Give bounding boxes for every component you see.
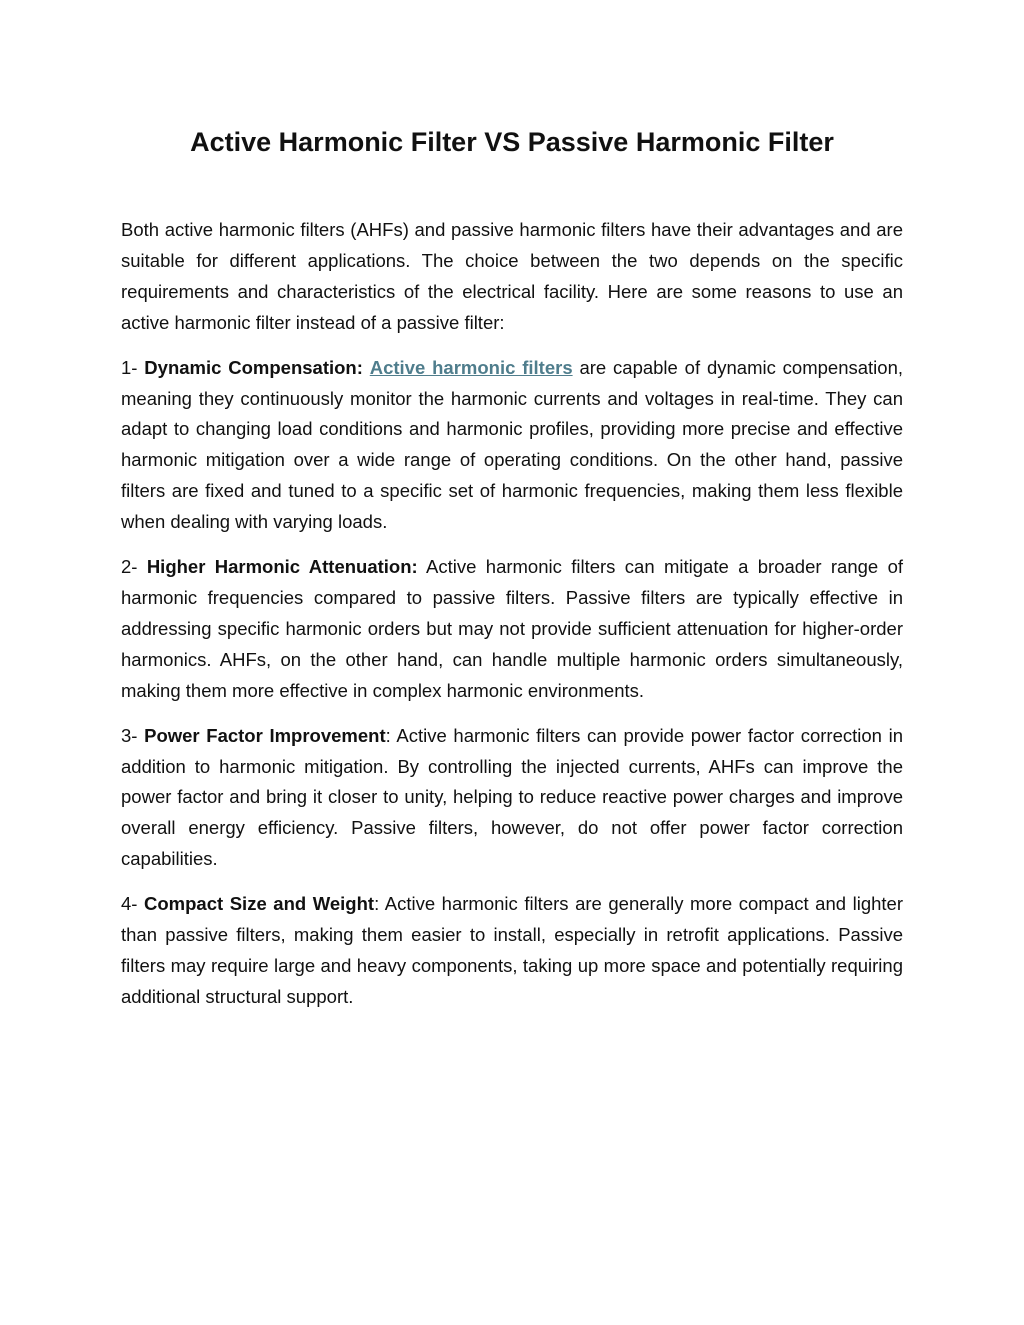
- point-text: : Active harmonic filters can provide power factor correction in addition to harmonic mitigation. By controlling the injected currents, AHFs can improve the power factor and bring it closer to unity, helping to reduce reactive power charges and improve overall energy efficiency. Passive filters, however, do not offer power factor correction capabilities.: [121, 724, 903, 870]
- document-body: [121, 215, 903, 1027]
- page-title: Active Harmonic Filter VS Passive Harmonic Filter: [190, 127, 834, 157]
- point-paragraph-1: [121, 353, 903, 538]
- point-text: are capable of dynamic compensation, meaning they continuously monitor the harmonic currents and voltages in real-time. They can adapt to changing load conditions and harmonic profiles, providing more precise and effective harmonic mitigation over a wide range of operating conditions. On the other hand, passive filters are fixed and tuned to a specific set of harmonic frequencies, making them less flexible when dealing with varying loads.: [121, 356, 903, 533]
- intro-paragraph: Both active harmonic filters (AHFs) and passive harmonic filters have their advantages and are suitable for different applications. The choice between the two depends on the specific requirements and characteristics of the electrical facility. Here are some reasons to use an active harmonic filter instead of a passive filter:: [121, 219, 903, 333]
- point-heading: Power Factor Improvement: [144, 724, 386, 746]
- point-paragraph-2: [121, 552, 903, 707]
- point-number: 1-: [121, 356, 145, 378]
- point-heading: Compact Size and Weight: [144, 893, 375, 915]
- point-paragraph-3: [121, 721, 903, 876]
- active-harmonic-filters-link[interactable]: Active harmonic filters: [369, 356, 573, 378]
- point-number: 4-: [121, 893, 145, 915]
- point-heading: Higher Harmonic Attenuation:: [146, 556, 418, 578]
- point-text: Active harmonic filters can mitigate a broader range of harmonic frequencies compared to passive filters. Passive filters are typically effective in addressing specific harmonic orders but may not provide sufficient attenuation for higher-order harmonics. AHFs, on the other hand, can handle multiple harmonic orders simultaneously, making them more effective in complex harmonic environments.: [121, 556, 904, 701]
- point-paragraph-4: [121, 889, 903, 1013]
- point-number: 2-: [121, 556, 147, 578]
- point-text: : Active harmonic filters are generally more compact and lighter than passive filters, making them easier to install, especially in retrofit applications. Passive filters may require large and heavy components, taking up more space and potentially requiring additional structural support.: [121, 893, 903, 1007]
- point-number: 3-: [121, 724, 145, 746]
- point-heading: Dynamic Compensation:: [144, 356, 363, 378]
